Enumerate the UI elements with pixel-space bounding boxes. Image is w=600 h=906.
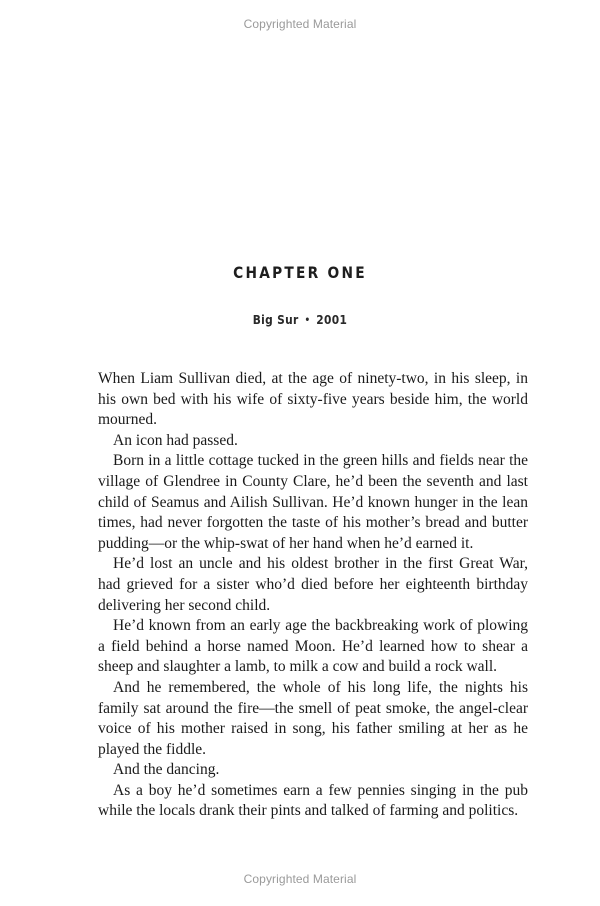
chapter-title: CHAPTER ONE xyxy=(233,263,367,282)
chapter-year: 2001 xyxy=(316,312,348,327)
copyright-watermark-top: Copyrighted Material xyxy=(243,17,357,31)
bullet-separator: • xyxy=(304,315,311,326)
paragraph: And he remembered, the whole of his long life, the nights his family sat around the fire—the smell of peat smoke, the angel-clear voice of his mother raised in song, his father smiling at her as he played the fiddle. xyxy=(98,678,528,758)
paragraph: And the dancing. xyxy=(113,761,220,779)
paragraph: When Liam Sullivan died, at the age of ninety-two, in his sleep, in his own bed with his wife of sixty-five years beside him, the world mourned. xyxy=(98,370,528,429)
copyright-watermark-bottom: Copyrighted Material xyxy=(243,872,357,886)
paragraph: Born in a little cottage tucked in the green hills and fields near the village of Glendree in County Clare, he’d been the seventh and last child of Seamus and Ailish Sullivan. He’d known hunger in the lean times, had never forgotten the taste of his mother’s bread and butter pudding—or the whip-swat of her hand when he’d earned it. xyxy=(98,452,528,552)
paragraph: As a boy he’d sometimes earn a few pennies singing in the pub while the locals drank their pints and talked of farming and politics. xyxy=(98,781,528,820)
paragraph: An icon had passed. xyxy=(113,431,238,449)
paragraph: He’d known from an early age the backbreaking work of plowing a field behind a horse named Moon. He’d learned how to shear a sheep and slaughter a lamb, to milk a cow and build a rock wall. xyxy=(98,617,528,676)
paragraph: He’d lost an uncle and his oldest brother in the first Great War, had grieved for a sister who’d died before her eighteenth birthday delivering her second child. xyxy=(98,555,528,614)
chapter-place: Big Sur xyxy=(252,312,299,327)
chapter-body xyxy=(98,369,528,822)
chapter-subtitle xyxy=(45,312,555,327)
